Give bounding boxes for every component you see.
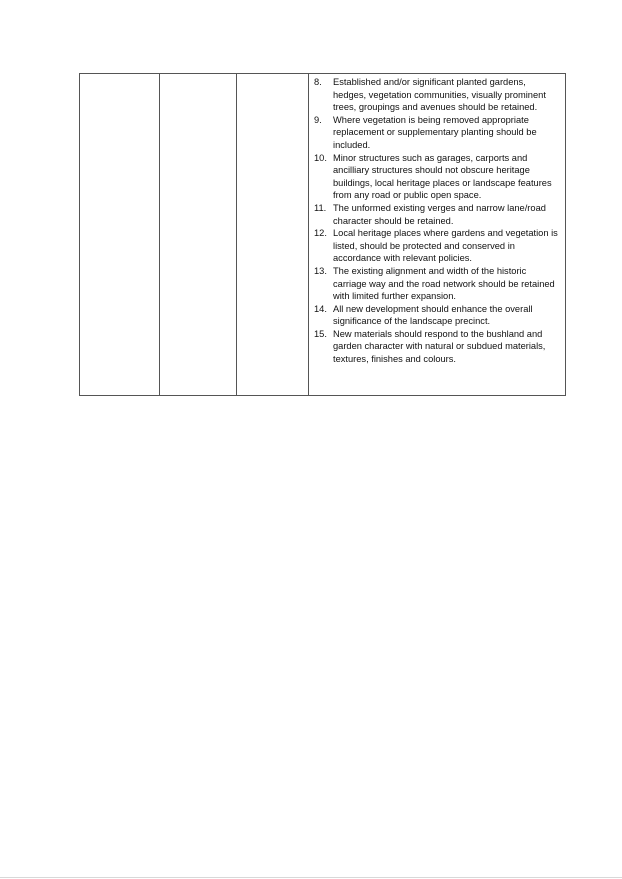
policy-text: All new development should enhance the overall significance of the landscape precinct. bbox=[333, 303, 533, 327]
policy-item-13 bbox=[314, 265, 561, 303]
policy-item-8 bbox=[314, 76, 561, 114]
policy-text: The existing alignment and width of the historic carriage way and the road network should be retained with limited further expansion. bbox=[333, 265, 555, 302]
policy-number: 10. bbox=[314, 152, 327, 163]
policy-cell bbox=[309, 74, 566, 396]
policy-item-12 bbox=[314, 227, 561, 265]
policy-text: The unformed existing verges and narrow lane/road character should be retained. bbox=[333, 202, 546, 226]
policy-item-10 bbox=[314, 152, 561, 202]
policy-number: 13. bbox=[314, 265, 327, 276]
table-row bbox=[80, 74, 566, 396]
policy-item-14 bbox=[314, 303, 561, 328]
policy-text: Where vegetation is being removed appropriate replacement or supplementary planting should be included. bbox=[333, 114, 537, 150]
empty-cell-2 bbox=[160, 74, 237, 396]
policy-item-11 bbox=[314, 202, 561, 227]
empty-cell-1 bbox=[80, 74, 160, 396]
policy-number: 9. bbox=[314, 114, 322, 125]
policy-number: 12. bbox=[314, 228, 327, 239]
policy-number: 11. bbox=[314, 202, 327, 213]
policy-text: Minor structures such as garages, carports and ancilliary structures should not obscure heritage buildings, local heritage places or landscape features from any road or public open space. bbox=[333, 152, 552, 201]
policy-text: Local heritage places where gardens and vegetation is listed, should be protected and conserved in accordance with relevant policies. bbox=[333, 228, 558, 264]
policy-item-15 bbox=[314, 328, 561, 366]
policy-table bbox=[79, 73, 566, 396]
policy-text: New materials should respond to the bushland and garden character with natural or subdued materials, textures, finishes and colours. bbox=[333, 328, 546, 365]
policy-text: Established and/or significant planted gardens, hedges, vegetation communities, visually prominent trees, groupings and avenues should be retained. bbox=[333, 77, 546, 113]
policy-list bbox=[309, 74, 565, 366]
policy-number: 15. bbox=[314, 328, 327, 339]
policy-number: 8. bbox=[314, 77, 322, 87]
policy-number: 14. bbox=[314, 303, 327, 314]
empty-cell-3 bbox=[237, 74, 309, 396]
policy-item-9 bbox=[314, 114, 561, 152]
page-bottom-rule bbox=[0, 877, 622, 878]
